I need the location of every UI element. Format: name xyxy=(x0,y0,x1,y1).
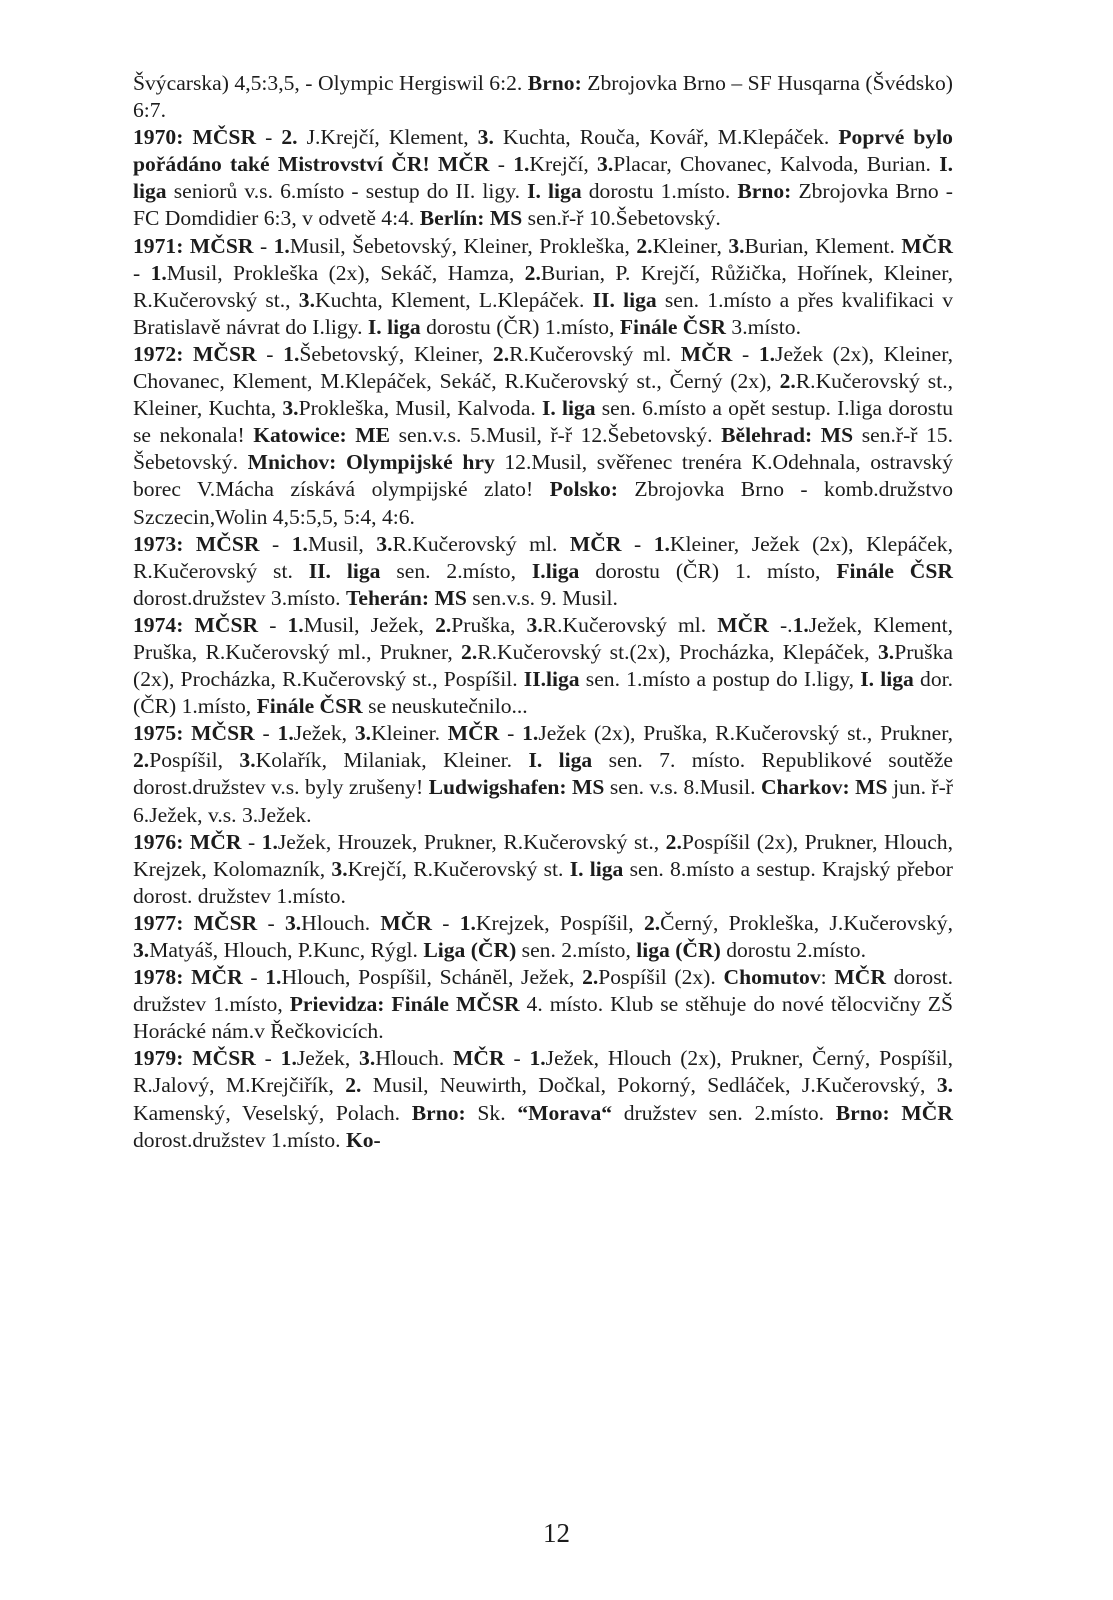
bold-text: MČR xyxy=(717,612,769,637)
bold-text: Finále ČSR xyxy=(836,558,953,583)
bold-text: 1976: xyxy=(133,829,184,854)
bold-text: Charkov: MS xyxy=(760,775,888,800)
bold-text: 3. xyxy=(239,748,256,773)
text-run: : xyxy=(820,965,835,990)
text-run: dorost.družstev 3.místo. xyxy=(133,585,346,610)
text-run: - xyxy=(242,965,266,990)
text-run: dorostu (ČR) 1.místo, xyxy=(420,314,620,339)
bold-text: 3. xyxy=(526,612,543,637)
bold-text: MČR xyxy=(901,1100,953,1125)
bold-text: MČR xyxy=(569,531,622,556)
bold-text: 1. xyxy=(291,531,308,556)
bold-text: MČSR xyxy=(195,531,260,556)
bold-text: 1974: xyxy=(133,612,184,637)
bold-text: 1. xyxy=(277,721,294,746)
text-run: R.Kučerovský ml. xyxy=(392,531,570,556)
bold-text: MČR xyxy=(189,829,242,854)
bold-text: 2. xyxy=(435,612,452,637)
bold-text: Liga (ČR) xyxy=(423,938,517,962)
text-run: Zbrojovka Brno - komb.družstvo Szczecin,Wolin 4,5:5,5, 5:4, 4:6. xyxy=(133,477,954,529)
bold-text: 3. xyxy=(728,233,745,258)
text-run: Kamenský, Veselský, Polach. xyxy=(133,1100,412,1125)
text-run: 3.místo. xyxy=(726,314,802,339)
text-run: Pruška (2x), Procházka, R.Kučerovský st., Pospíšil. xyxy=(133,639,953,692)
text-run xyxy=(183,532,196,556)
text-run: - xyxy=(259,531,292,556)
bold-text: “Morava“ xyxy=(517,1100,613,1125)
text-run: Musil, Ježek, xyxy=(303,612,436,637)
text-run: sen. 8.místo a sestup. Krajský přebor dorost. družstev 1.místo. xyxy=(133,856,953,908)
bold-text: 1979: xyxy=(133,1046,184,1071)
bold-text: I. liga xyxy=(542,396,596,421)
bold-text: MČSR xyxy=(189,233,254,258)
text-run: 12.Musil, svěřenec trenéra K.Odehnala, ostravský borec V.Mácha získává olympijské zlato! xyxy=(133,450,953,502)
bold-text: 1. xyxy=(522,721,539,746)
text-run: Placar, Chovanec, Kalvoda, Burian. xyxy=(613,152,940,177)
bold-text: II.liga xyxy=(523,667,580,692)
bold-text: I. liga xyxy=(569,856,624,881)
bold-text: MČR xyxy=(834,965,886,990)
bold-text: 2. xyxy=(461,639,478,664)
bold-text: Teherán: MS xyxy=(345,585,467,610)
text-run: - xyxy=(258,612,288,637)
text-run: -. xyxy=(768,612,793,637)
text-run: R.Kučerovský st.(2x), Procházka, Klepáček, xyxy=(477,639,878,664)
text-run: sen.ř-ř 10.Šebetovský. xyxy=(522,206,721,231)
bold-text: 2. xyxy=(345,1073,362,1098)
text-run: R.Kučerovský st., Kleiner, Kuchta, xyxy=(133,369,953,421)
bold-text: MČSR xyxy=(191,721,255,746)
text-run: Ježek, Hrouzek, Prukner, R.Kučerovský st., xyxy=(277,829,666,854)
text-run xyxy=(183,965,191,989)
bold-text: 2. xyxy=(665,829,682,854)
text-run: - xyxy=(621,531,654,556)
bold-text: 1. xyxy=(150,260,167,285)
bold-text: 1. xyxy=(529,1046,546,1071)
bold-text: 3. xyxy=(133,938,150,962)
bold-text: 3. xyxy=(477,125,494,150)
bold-text: 2. xyxy=(779,369,796,394)
text-run: sen. 1.místo a přes kvalifikaci v Bratislavě návrat do I.ligy. xyxy=(133,287,954,339)
text-run: sen. 7. místo. Republikové soutěže dorost.družstev v.s. byly zrušeny! xyxy=(133,748,953,800)
text-run: - xyxy=(504,1046,530,1071)
bold-text: 2. xyxy=(281,125,298,150)
text-run: - xyxy=(255,1046,281,1071)
text-run xyxy=(430,152,438,176)
text-run xyxy=(183,613,194,637)
bold-text: 3. xyxy=(331,856,348,881)
text-run: Sk. xyxy=(465,1100,518,1125)
year-entry xyxy=(133,70,953,124)
text-run: dorost. družstev 1.místo, xyxy=(133,965,954,1017)
text-run: R.Kučerovský ml. xyxy=(542,612,718,637)
bold-text: I.liga xyxy=(531,558,580,583)
bold-text: MČR xyxy=(680,341,733,366)
text-run: Pospíšil, xyxy=(149,748,240,773)
bold-text: 1977: xyxy=(133,910,184,935)
text-run: sen.v.s. 9. Musil. xyxy=(466,585,618,610)
bold-text: 3. xyxy=(936,1073,954,1098)
bold-text: MČR xyxy=(447,721,500,746)
bold-text: MČSR xyxy=(192,1046,256,1071)
bold-text: Prievidza: Finále MČSR xyxy=(289,992,520,1017)
text-run: sen. 2.místo, xyxy=(516,938,637,962)
bold-text: 3. xyxy=(298,287,315,312)
bold-text: 1971: xyxy=(133,233,184,258)
bold-text: Finále ČSR xyxy=(256,694,363,719)
bold-text: Brno: xyxy=(737,179,792,204)
text-run: Kleiner. xyxy=(371,721,448,746)
bold-text: II. liga xyxy=(308,558,381,583)
text-run: Kolařík, Milaniak, Kleiner. xyxy=(255,748,529,773)
year-entry xyxy=(133,910,953,964)
bold-text: 1. xyxy=(758,341,776,366)
text-run: Kleiner, Ježek (2x), Klepáček, R.Kučerovský st. xyxy=(133,531,953,583)
year-entry xyxy=(133,829,953,910)
year-entry xyxy=(133,233,953,341)
text-run: jun. ř-ř 6.Ježek, v.s. 3.Ježek. xyxy=(133,775,953,827)
text-run: Zbrojovka Brno - FC Domdidier 6:3, v odvetě 4:4. xyxy=(133,179,953,231)
bold-text: I. liga xyxy=(860,667,914,692)
bold-text: Chomutov xyxy=(723,965,821,990)
bold-text: 1. xyxy=(792,612,809,637)
year-entry xyxy=(133,531,953,612)
year-entry xyxy=(133,612,953,720)
bold-text: 1. xyxy=(513,152,530,177)
bold-text: liga (ČR) xyxy=(636,938,721,962)
text-run: Musil, xyxy=(307,531,377,556)
bold-text: 2. xyxy=(643,910,661,935)
bold-text: 1973: xyxy=(133,531,184,556)
text-run: - xyxy=(241,829,262,854)
text-run xyxy=(183,911,193,935)
text-run: Prokleška, Musil, Kalvoda. xyxy=(298,396,542,421)
bold-text: 2. xyxy=(492,341,510,366)
bold-text: 2. xyxy=(524,260,541,285)
text-run: J.Krejčí, Klement, xyxy=(297,125,478,150)
year-entry xyxy=(133,124,953,232)
bold-text: MČR xyxy=(437,152,490,177)
text-run: Ježek, xyxy=(293,721,355,746)
bold-text: Brno: xyxy=(527,71,582,95)
text-run: družstev sen. 2.místo. xyxy=(612,1100,836,1125)
text-run: Krejzek, Pospíšil, xyxy=(475,910,644,935)
text-run: sen. 1.místo a postup do I.ligy, xyxy=(579,667,861,692)
bold-text: 2. xyxy=(636,233,653,258)
text-run: R.Kučerovský ml. xyxy=(509,341,681,366)
text-run: Kuchta, Rouča, Kovář, M.Klepáček. xyxy=(493,125,839,150)
bold-text: Poprvé bylo pořádáno také Mistrovství ČR! xyxy=(133,125,953,177)
bold-text: 1. xyxy=(287,612,304,637)
bold-text: 1. xyxy=(280,1046,297,1071)
text-run: Ježek, Hlouch (2x), Prukner, Černý, Pospíšil, R.Jalový, M.Krejčiřík, xyxy=(133,1046,953,1098)
bold-text: MČR xyxy=(901,233,953,258)
bold-text: Polsko: xyxy=(549,477,618,502)
text-run: Ježek (2x), Pruška, R.Kučerovský st., Prukner, xyxy=(538,721,953,746)
text-run: dorostu 1.místo. xyxy=(581,179,738,204)
bold-text: 1975: xyxy=(133,721,184,746)
bold-text: 3. xyxy=(282,396,299,421)
bold-text: MČSR xyxy=(193,910,258,935)
bold-text: MČR xyxy=(191,965,243,990)
text-run: dor. (ČR) 1.místo, xyxy=(133,667,954,719)
text-run: Ježek (2x), Kleiner, Chovanec, Klement, M.Klepáček, Sekáč, R.Kučerovský st., Černý (2x), xyxy=(133,341,953,394)
bold-text: 3. xyxy=(359,1046,376,1071)
text-run: sen. 2.místo, xyxy=(380,558,532,583)
bold-text: Berlín: MS xyxy=(419,206,523,231)
text-run: Matyáš, Hlouch, P.Kunc, Rýgl. xyxy=(149,938,424,962)
text-run: Hlouch. xyxy=(375,1046,454,1071)
bold-text: Bělehrad: MS xyxy=(721,423,854,448)
bold-text: 1. xyxy=(273,233,290,258)
text-run: Ježek, Klement, Pruška, R.Kučerovský ml., Prukner, xyxy=(133,612,953,664)
text-run: Pruška, xyxy=(451,612,527,637)
text-run: Hlouch, Pospíšil, Schánĕl, Ježek, xyxy=(281,965,583,990)
bold-text: MČSR xyxy=(192,125,257,150)
text-run: sen.ř-ř 15. Šebetovský. xyxy=(133,423,954,475)
bold-text: 3. xyxy=(376,531,393,556)
text-run: Pospíšil (2x), Prukner, Hlouch, Krejzek, Kolomazník, xyxy=(133,829,953,881)
text-run: dorostu 2.místo. xyxy=(720,938,866,962)
bold-text: MČSR xyxy=(193,341,257,366)
text-run: - xyxy=(256,341,284,366)
text-run xyxy=(183,1046,192,1070)
text-run: sen. 6.místo a opět sestup. I.liga dorostu se nekonala! xyxy=(133,396,953,448)
text-run: Šebetovský, Kleiner, xyxy=(299,341,493,366)
bold-text: I. liga xyxy=(527,179,582,204)
bold-text: 1972: xyxy=(133,341,184,366)
text-run: Černý, Prokleška, J.Kučerovský, xyxy=(660,910,953,935)
bold-text: MČR xyxy=(453,1046,505,1071)
text-run: - xyxy=(499,721,523,746)
text-run: Kleiner, xyxy=(652,233,729,258)
bold-text: 1. xyxy=(459,910,476,935)
bold-text: Brno: xyxy=(835,1100,890,1125)
text-run: - xyxy=(256,125,282,150)
bold-text: 3. xyxy=(354,721,372,746)
text-run: Kuchta, Klement, L.Klepáček. xyxy=(314,287,593,312)
text-run: Musil, Prokleška (2x), Sekáč, Hamza, xyxy=(166,260,525,285)
text-run: - xyxy=(253,233,274,258)
text-run: Krejčí, xyxy=(529,152,598,177)
text-run: Burian, P. Krejčí, Růžička, Hořínek, Kleiner, R.Kučerovský st., xyxy=(133,260,953,312)
bold-text: 1. xyxy=(265,965,282,990)
text-run: - xyxy=(489,152,514,177)
bold-text: I. liga xyxy=(367,314,421,339)
bold-text: Ko- xyxy=(345,1127,381,1152)
document-body xyxy=(133,70,953,1154)
bold-text: 3. xyxy=(877,639,895,664)
bold-text: Mnichov: Olympijské hry xyxy=(247,450,495,475)
bold-text: 2. xyxy=(133,748,150,773)
text-run: Musil, Neuwirth, Dočkal, Pokorný, Sedláček, J.Kučerovský, xyxy=(361,1073,937,1098)
bold-text: Katowice: ME xyxy=(253,423,391,448)
bold-text: Ludwigshafen: MS xyxy=(428,775,605,800)
text-run: Hlouch. xyxy=(301,910,381,935)
text-run: dorost.družstev 1.místo. xyxy=(133,1127,346,1152)
text-run: sen. v.s. 8.Musil. xyxy=(604,775,761,800)
bold-text: I. liga xyxy=(528,748,593,773)
text-run: seniorů v.s. 6.místo - sestup do II. ligy. xyxy=(166,179,528,204)
text-run: dorostu (ČR) 1. místo, xyxy=(579,558,837,583)
text-run: - xyxy=(257,910,285,935)
text-run: Musil, Šebetovský, Kleiner, Prokleška, xyxy=(289,233,637,258)
text-run: - xyxy=(254,721,278,746)
text-run: Krejčí, R.Kučerovský st. xyxy=(347,856,570,881)
bold-text: MČR xyxy=(380,910,432,935)
bold-text: 1. xyxy=(283,341,300,366)
bold-text: II. liga xyxy=(592,287,657,312)
text-run: sen.v.s. 5.Musil, ř-ř 12.Šebetovský. xyxy=(390,423,722,448)
text-run: se neuskutečnilo... xyxy=(362,694,528,719)
year-entry xyxy=(133,341,953,531)
text-run: Švýcarska) 4,5:3,5, - Olympic Hergiswil 6:2. xyxy=(133,71,528,95)
page-number: 12 xyxy=(543,1518,570,1548)
bold-text: 1978: xyxy=(133,965,184,990)
text-run: Zbrojovka Brno – SF Husqarna (Švédsko) 6:7. xyxy=(133,71,953,123)
text-run: Pospíšil (2x). xyxy=(598,965,724,990)
bold-text: 2. xyxy=(582,965,599,990)
text-run: - xyxy=(732,341,759,366)
bold-text: I. liga xyxy=(133,152,953,204)
year-entry xyxy=(133,1045,953,1153)
bold-text: MČSR xyxy=(194,612,259,637)
year-entry xyxy=(133,720,953,828)
bold-text: 3. xyxy=(597,152,614,177)
bold-text: 1. xyxy=(653,531,670,556)
text-run xyxy=(183,721,191,745)
bold-text: 1970: xyxy=(133,125,184,150)
text-run: - xyxy=(431,910,460,935)
text-run xyxy=(183,342,193,366)
text-run: 4. místo. Klub se stěhuje do nové tělocvičny ZŠ Horácké nám.v Řečkovicích. xyxy=(133,992,953,1044)
text-run: Ježek, xyxy=(296,1046,360,1071)
year-entry xyxy=(133,964,953,1045)
text-run: Burian, Klement. xyxy=(744,233,902,258)
bold-text: 3. xyxy=(284,910,302,935)
text-run xyxy=(890,1101,902,1125)
bold-text: Brno: xyxy=(411,1100,466,1125)
text-run: - xyxy=(133,260,151,285)
bold-text: Finále ČSR xyxy=(619,314,727,339)
bold-text: 1. xyxy=(261,829,278,854)
